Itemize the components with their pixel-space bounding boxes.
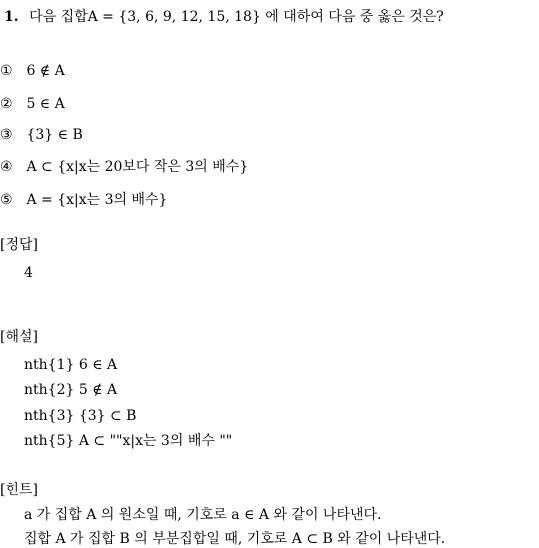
- explanation-line-3: nth{3} {3} ⊂ B: [24, 408, 137, 424]
- choice-4-text: A ⊂ {x|x는 20보다 작은 3의 배수}: [26, 159, 249, 175]
- choice-4-number: ④: [0, 159, 13, 175]
- choice-1-number: ①: [0, 63, 13, 79]
- question-number: 1.: [4, 9, 19, 25]
- choice-5-number: ⑤: [0, 192, 13, 208]
- choice-3: [0, 126, 83, 144]
- choice-2: [0, 95, 65, 113]
- choice-3-text: {3} ∈ B: [26, 127, 83, 143]
- choice-1: [0, 62, 65, 80]
- explanation-line-4: nth{5} A ⊂ ""x|x는 3의 배수 "": [24, 433, 233, 449]
- explanation-line-1: nth{1} 6 ∈ A: [24, 357, 118, 373]
- hint-line-2: 집합 A 가 집합 B 의 부분집합일 때, 기호로 A ⊂ B 와 같이 나타낸다.: [24, 531, 446, 547]
- hint-label: [힌트]: [0, 482, 38, 498]
- choice-3-number: ③: [0, 127, 13, 143]
- answer-value: 4: [24, 265, 33, 281]
- explanation-label: [해설]: [0, 329, 38, 345]
- choice-5: [0, 191, 167, 209]
- question-text: 다음 집합A = {3, 6, 9, 12, 15, 18} 에 대하여 다음 중 옳은 것은?: [29, 9, 444, 25]
- hint-line-1: a 가 집합 A 의 원소일 때, 기호로 a ∈ A 와 같이 나타낸다.: [24, 507, 382, 523]
- choice-4: [0, 158, 248, 176]
- choice-2-number: ②: [0, 96, 13, 112]
- explanation-line-2: nth{2} 5 ∉ A: [24, 382, 118, 398]
- question-line: [4, 8, 444, 26]
- answer-label: [정답]: [0, 237, 38, 253]
- choice-5-text: A = {x|x는 3의 배수}: [26, 192, 168, 208]
- choice-2-text: 5 ∈ A: [26, 96, 65, 112]
- choice-1-text: 6 ∉ A: [26, 63, 65, 79]
